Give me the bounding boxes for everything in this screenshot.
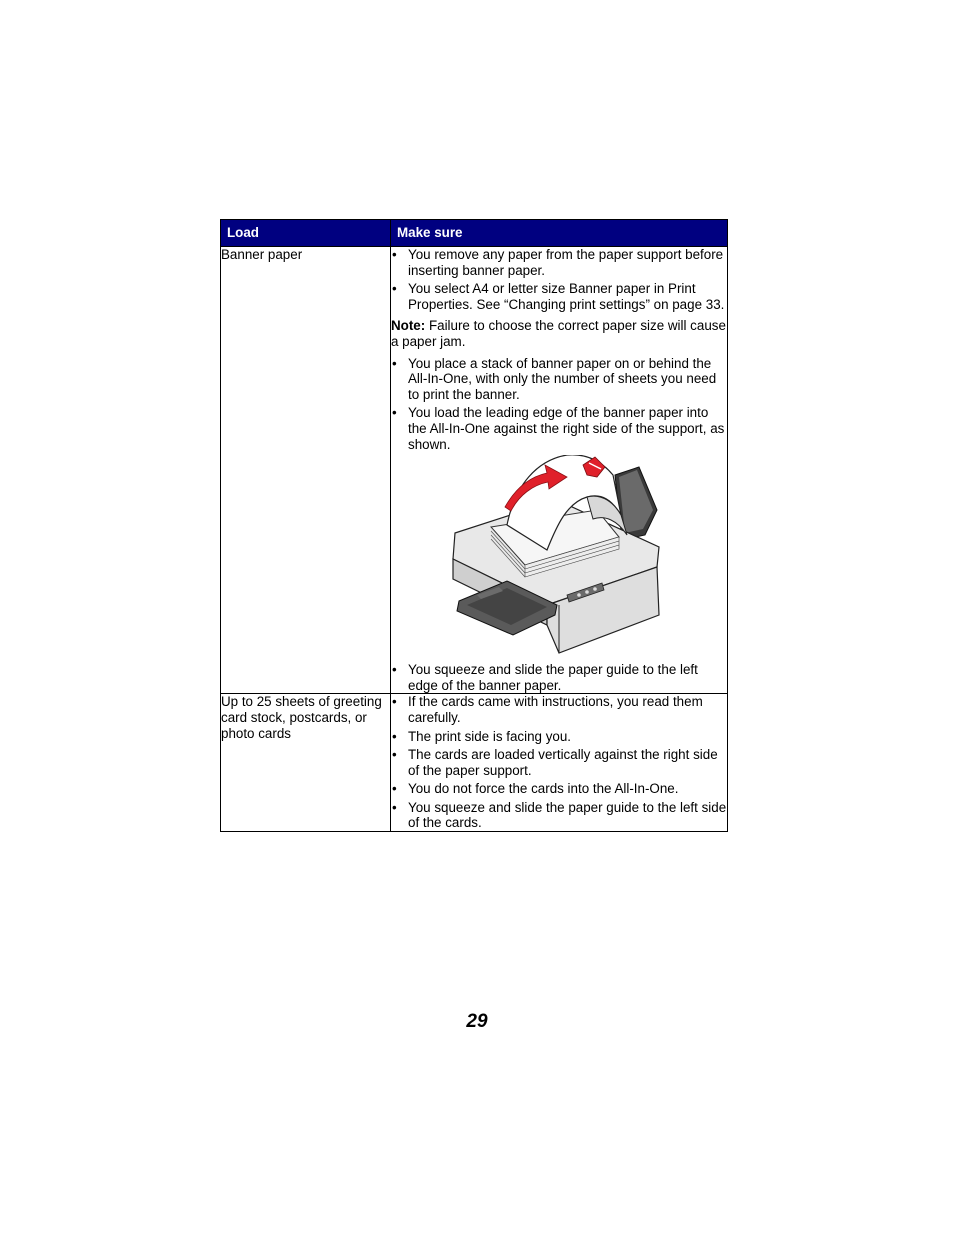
- header-make-sure: Make sure: [391, 220, 728, 247]
- list-item: • You do not force the cards into the All-In-One.: [392, 781, 679, 797]
- list-item: • The print side is facing you.: [392, 728, 572, 744]
- bullet-list: [391, 356, 727, 453]
- list-item: • You place a stack of banner paper on or behind the All-In-One, with only the number of sheets you need to print the banner.: [392, 355, 717, 402]
- table-row: [221, 247, 728, 694]
- table-header-row: [221, 220, 728, 247]
- bullet-list: [391, 247, 727, 312]
- load-cell: [221, 694, 391, 832]
- header-load: Load: [221, 220, 391, 247]
- list-item: • You squeeze and slide the paper guide to the left edge of the banner paper.: [392, 662, 698, 693]
- make-sure-cell: [391, 247, 728, 694]
- list-item: • You squeeze and slide the paper guide to the left side of the cards.: [392, 799, 727, 831]
- printer-banner-svg: [407, 455, 727, 660]
- list-item: • You remove any paper from the paper support before inserting banner paper.: [392, 247, 724, 278]
- note-text: Failure to choose the correct paper size will cause a paper jam.: [391, 318, 726, 349]
- paper-loading-table: [220, 219, 728, 832]
- page-number: 29: [466, 1011, 488, 1032]
- bullet-list: [391, 662, 727, 693]
- make-sure-cell: [391, 694, 728, 832]
- list-item: • The cards are loaded vertically against the right side of the paper support.: [392, 747, 718, 778]
- note-label: Note:: [391, 318, 426, 334]
- note-paragraph: [391, 318, 727, 349]
- load-text: Up to 25 sheets of greeting card stock, postcards, or photo cards: [221, 694, 382, 741]
- printer-illustration: [407, 455, 727, 660]
- load-cell: [221, 247, 391, 694]
- bullet-list: [391, 694, 727, 831]
- list-item: • If the cards came with instructions, you read them carefully.: [392, 694, 703, 725]
- load-text: Banner paper: [221, 247, 303, 262]
- list-item: • You select A4 or letter size Banner paper in Print Properties. See “Changing print settings” on page 33.: [392, 281, 725, 312]
- table-row: [221, 694, 728, 832]
- list-item: • You load the leading edge of the banner paper into the All-In-One against the right side of the support, as shown.: [392, 405, 725, 452]
